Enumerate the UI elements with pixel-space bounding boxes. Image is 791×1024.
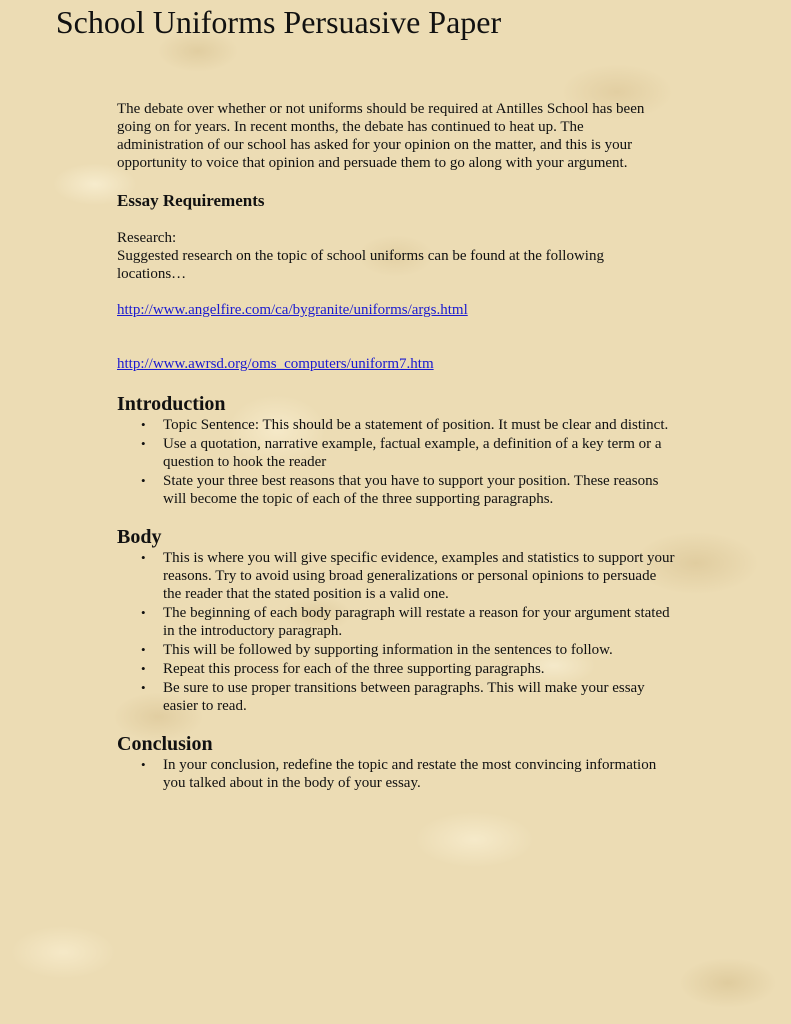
list-item: • Use a quotation, narrative example, factual example, a definition of a key term or a question to hook the reader <box>141 436 662 470</box>
bullet-icon: • <box>141 417 146 432</box>
document-title: School Uniforms Persuasive Paper <box>55 4 502 40</box>
research-text: Suggested research on the topic of school uniforms can be found at the following locations… <box>117 248 604 282</box>
body-list <box>117 549 677 715</box>
bullet-icon: • <box>141 473 146 488</box>
essay-requirements-heading: Essay Requirements <box>117 191 265 210</box>
bullet-icon: • <box>141 661 146 676</box>
list-item: • Be sure to use proper transitions between paragraphs. This will make your essay easier to read. <box>141 680 645 714</box>
conclusion-heading: Conclusion <box>117 733 213 755</box>
bullet-icon: • <box>141 642 146 657</box>
list-item: • Topic Sentence: This should be a statement of position. It must be clear and distinct. <box>141 417 669 433</box>
bullet-icon: • <box>141 757 146 772</box>
list-item: • This will be followed by supporting information in the sentences to follow. <box>141 642 613 658</box>
list-item: • State your three best reasons that you have to support your position. These reasons will become the topic of each of the three supporting paragraphs. <box>141 473 659 507</box>
bullet-icon: • <box>141 436 146 451</box>
list-item: • The beginning of each body paragraph will restate a reason for your argument stated in the introductory paragraph. <box>141 605 670 639</box>
research-link-2[interactable]: http://www.awrsd.org/oms_computers/uniform7.htm <box>117 356 434 372</box>
conclusion-section <box>117 733 677 792</box>
body-heading: Body <box>117 526 162 548</box>
list-item: • This is where you will give specific evidence, examples and statistics to support your reasons. Try to avoid using broad generalizations or personal opinions to persuade the reader that the stated position is a valid one. <box>141 550 675 602</box>
conclusion-list <box>117 756 677 792</box>
list-item: • In your conclusion, redefine the topic and restate the most convincing information you talked about in the body of your essay. <box>141 757 657 791</box>
research-link-1[interactable]: http://www.angelfire.com/ca/bygranite/uniforms/args.html <box>117 302 468 318</box>
introduction-section <box>117 393 677 508</box>
research-label: Research: <box>117 230 177 246</box>
bullet-icon: • <box>141 605 146 620</box>
bullet-icon: • <box>141 680 146 695</box>
introduction-heading: Introduction <box>117 393 226 415</box>
document-body <box>117 100 677 793</box>
list-item: • Repeat this process for each of the three supporting paragraphs. <box>141 661 545 677</box>
introduction-list <box>117 416 677 508</box>
intro-paragraph: The debate over whether or not uniforms should be required at Antilles School has been going on for years. In recent months, the debate has continued to heat up. The administration of our school has asked for your opinion on the matter, and this is your opportunity to voice that opinion and persuade them to go along with your argument. <box>117 101 645 171</box>
bullet-icon: • <box>141 550 146 565</box>
body-section <box>117 526 677 715</box>
